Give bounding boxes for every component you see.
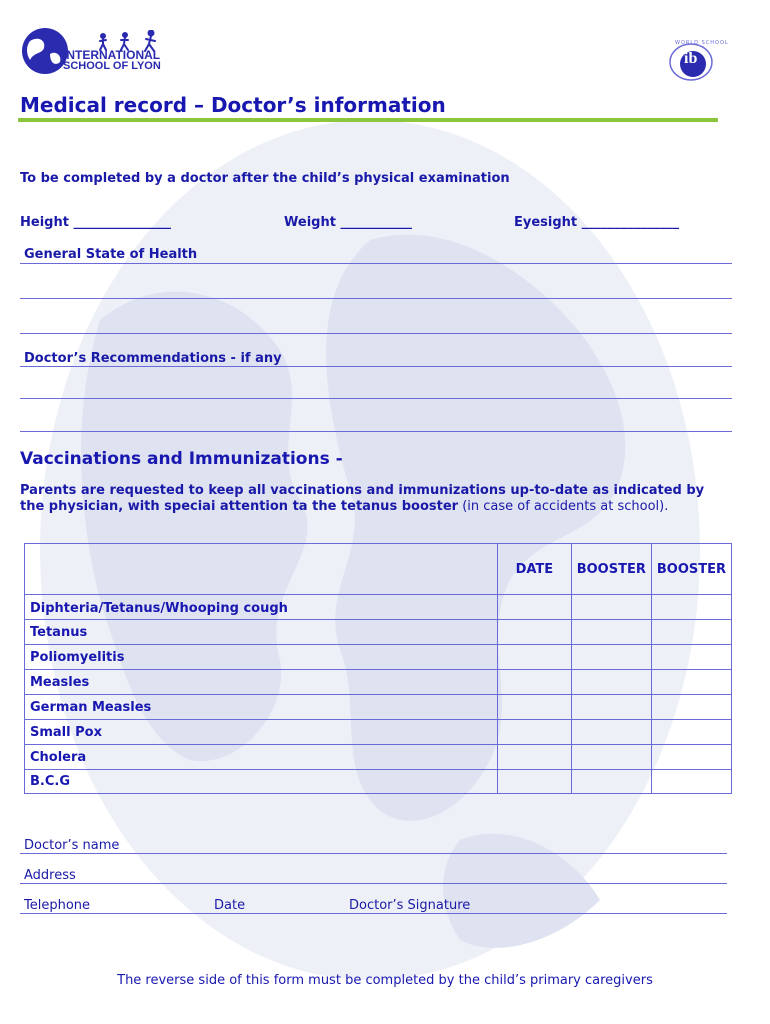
date-cell[interactable] [498,770,572,794]
booster-cell[interactable] [571,745,651,770]
booster-cell[interactable] [571,770,651,794]
date-cell[interactable] [498,670,572,695]
address-line[interactable] [20,883,727,884]
general-health-line-2[interactable] [20,298,732,299]
vaccine-name: German Measles [25,695,498,720]
weight-field[interactable]: Weight ___________ [284,215,412,230]
table-row [25,620,732,645]
booster-cell[interactable] [651,745,731,770]
vaccinations-note-bold: Parents are requested to keep all vaccinations and immunizations up-to-date as indicated by the physician, with speciai attention ta the tetanus booster [20,483,705,514]
booster-cell[interactable] [571,695,651,720]
date-cell[interactable] [498,695,572,720]
date-label: Date [214,898,246,913]
table-header-row [25,544,732,595]
booster-cell[interactable] [571,645,651,670]
booster-cell[interactable] [571,670,651,695]
recommendations-line-1[interactable] [20,366,732,367]
date-cell[interactable] [498,620,572,645]
table-row [25,770,732,794]
booster-cell[interactable] [651,720,731,745]
height-field[interactable]: Height _______________ [20,215,171,230]
vaccine-name: Small Pox [25,720,498,745]
booster-cell[interactable] [651,620,731,645]
booster-cell[interactable] [571,720,651,745]
table-row [25,745,732,770]
vaccination-table [24,543,732,794]
general-health-line-1[interactable] [20,263,732,264]
doctor-name-label: Doctor’s name [24,838,120,853]
column-header-date: DATE [498,544,572,595]
vaccine-name: Diphteria/Tetanus/Whooping cough [25,595,498,620]
school-name-line2: SCHOOL OF LYON [63,60,161,72]
ib-badge-text: WORLD SCHOOL [675,40,729,46]
booster-cell[interactable] [651,695,731,720]
table-row [25,595,732,620]
column-header-booster-2: BOOSTER [651,544,731,595]
date-cell[interactable] [498,595,572,620]
vaccine-name: Cholera [25,745,498,770]
telephone-label: Telephone [24,898,91,913]
telephone-date-signature-line[interactable] [20,913,727,914]
recommendations-line-3[interactable] [20,431,732,432]
date-cell[interactable] [498,745,572,770]
booster-cell[interactable] [571,595,651,620]
recommendations-label: Doctor’s Recommendations - if any [24,351,282,366]
booster-cell[interactable] [651,595,731,620]
address-label: Address [24,868,76,883]
booster-cell[interactable] [651,645,731,670]
vaccinations-note [20,483,720,515]
doctor-name-line[interactable] [20,853,727,854]
vaccine-name: Poliomyelitis [25,645,498,670]
table-row [25,670,732,695]
booster-cell[interactable] [571,620,651,645]
school-name-line1: INTERNATIONAL [63,48,161,62]
date-cell[interactable] [498,720,572,745]
table-row [25,645,732,670]
page-title: Medical record – Doctor’s information [20,93,446,117]
signature-label: Doctor’s Signature [349,898,471,913]
ib-letters: ib [684,50,698,67]
column-header-booster-1: BOOSTER [571,544,651,595]
footer-note: The reverse side of this form must be completed by the child’s primary caregivers [117,973,653,988]
booster-cell[interactable] [651,670,731,695]
date-cell[interactable] [498,645,572,670]
general-health-line-3[interactable] [20,333,732,334]
recommendations-line-2[interactable] [20,398,732,399]
title-underline [18,118,718,122]
vaccine-name: Measles [25,670,498,695]
header-blank-cell [25,544,498,595]
eyesight-field[interactable]: Eyesight _______________ [514,215,680,230]
instruction-text: To be completed by a doctor after the child’s physical examination [20,171,510,186]
table-row [25,695,732,720]
table-row [25,720,732,745]
vaccinations-heading: Vaccinations and Immunizations - [20,449,343,469]
booster-cell[interactable] [651,770,731,794]
vaccinations-note-plain: (in case of accidents at school). [458,499,669,514]
vaccine-name: Tetanus [25,620,498,645]
general-health-label: General State of Health [24,247,198,262]
vaccine-name: B.C.G [25,770,498,794]
